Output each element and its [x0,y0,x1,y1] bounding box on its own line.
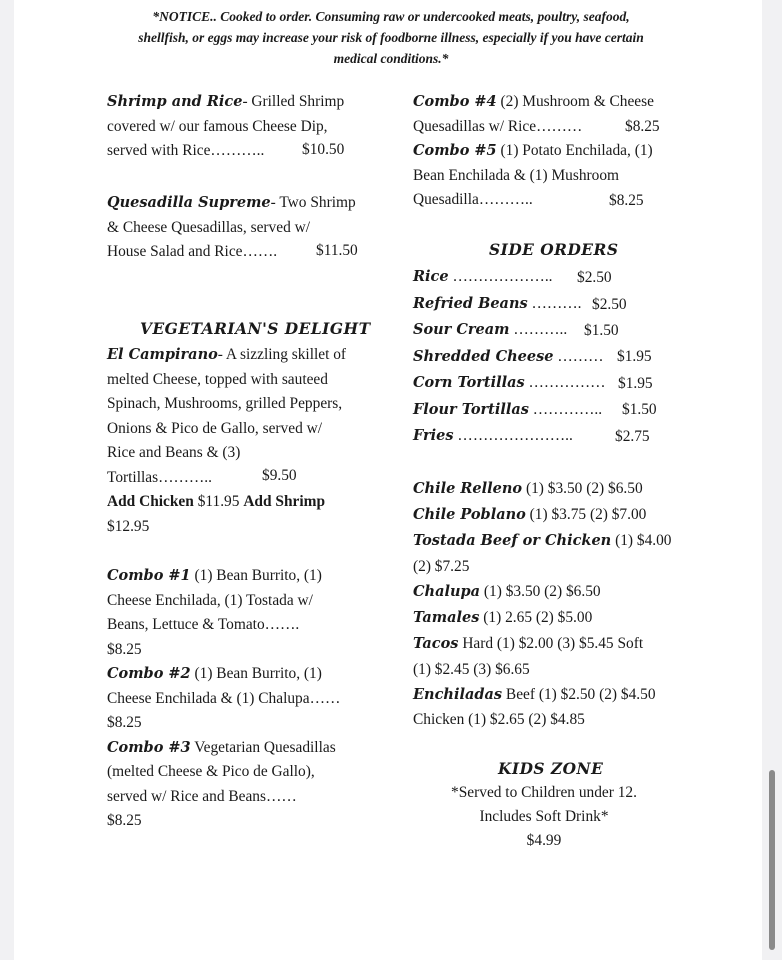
item-desc: Quesadilla……….. [413,191,533,208]
item-price: (1) $4.00 [611,532,672,549]
item-price: (2) $7.25 [413,558,470,575]
menu-item-combo-1 [107,564,340,834]
kids-line-2: Includes Soft Drink* [479,808,609,825]
item-desc: Rice and Beans & (3) [107,444,241,461]
side-dots: …………… [524,374,606,391]
side-dots: ………. [527,294,582,312]
side-name: Corn Tortillas [413,374,525,391]
notice-line-2: shellfish, or eggs may increase your risk of foodborne illness, especially if you have certain [138,30,644,45]
item-desc: (1) Potato Enchilada, (1) [496,142,653,159]
item-price: $8.25 [609,192,644,209]
item-desc: Beans, Lettuce & Tomato……. [107,616,300,633]
item-price: Hard (1) $2.00 (3) $5.45 Soft [458,635,644,652]
add-chicken-price: $11.95 [197,493,240,510]
item-price: $8.25 [625,118,660,135]
kids-line-1: *Served to Children under 12. [451,784,637,801]
item-name: Quesadilla Supreme [107,194,271,211]
item-desc: Tortillas……….. [107,468,212,486]
item-name: Combo #3 [107,738,191,756]
item-desc: Quesadillas w/ Rice……… [413,117,583,135]
add-shrimp-label: Add Shrimp [243,493,326,510]
side-name: Refried Beans [413,294,528,312]
side-price: $1.95 [618,375,653,392]
side-price: $2.50 [577,269,612,286]
item-name: Combo #5 [413,142,497,159]
item-name: Enchiladas [413,686,503,703]
item-price: (1) $2.45 (3) $6.65 [413,661,530,678]
item-desc: - A sizzling skillet of [217,346,347,363]
item-price: $9.50 [262,467,297,484]
item-price: (1) $3.50 (2) $6.50 [480,583,601,600]
item-name: Shrimp and Rice [107,93,243,110]
item-name: Combo #1 [107,567,191,584]
side-dots: ……………….. [448,268,553,285]
item-desc: - Two Shrimp [270,194,356,211]
side-price: $2.75 [615,428,650,445]
item-name: Chile Relleno [413,480,523,497]
item-desc: Bean Enchilada & (1) Mushroom [413,166,620,184]
side-dots: ……… [553,347,604,365]
item-price: $8.25 [107,640,142,658]
item-name: Tamales [413,609,480,626]
item-name: El Campirano [107,346,218,363]
item-name: Chile Poblano [413,506,526,523]
item-name: Combo #4 [413,93,497,110]
notice-line-3: medical conditions.* [333,51,449,66]
item-desc: melted Cheese, topped with sauteed [107,370,328,388]
section-heading-side-orders: SIDE ORDERS [489,241,619,259]
item-desc: (2) Mushroom & Cheese [496,93,654,110]
item-desc: - Grilled Shrimp [242,93,345,110]
side-dots: ………………….. [453,427,573,444]
a-la-carte-list [413,477,672,733]
side-name: Flour Tortillas [413,400,529,418]
add-shrimp-price: $12.95 [107,517,150,535]
item-desc: (1) Bean Burrito, (1) [190,567,322,584]
menu-item-el-campirano [107,343,346,539]
item-desc: Spinach, Mushrooms, grilled Peppers, [107,395,343,412]
side-price: $1.50 [584,322,619,339]
side-name: Fries [413,427,454,444]
item-desc: covered w/ our famous Cheese Dip, [107,117,328,135]
side-orders-list [413,265,605,451]
kids-price: $4.99 [526,832,562,849]
item-name: Combo #2 [107,665,191,682]
item-desc: served with Rice……….. [107,142,265,159]
item-name: Tostada Beef or Chicken [413,532,612,549]
item-price: (1) $3.75 (2) $7.00 [525,506,647,523]
side-dots: ……….. [509,321,568,338]
side-dots: ………….. [528,400,603,418]
item-price: Beef (1) $2.50 (2) $4.50 [502,686,656,703]
item-price: $8.25 [107,812,142,829]
side-price: $2.50 [592,296,627,313]
item-desc: Cheese Enchilada, (1) Tostada w/ [107,591,313,609]
item-desc: Cheese Enchilada & (1) Chalupa…… [107,689,341,707]
section-heading-kids-zone: KIDS ZONE [498,760,604,778]
section-heading-vegetarian: VEGETARIAN'S DELIGHT [140,320,371,338]
side-name: Sour Cream [413,321,510,338]
scrollbar-thumb[interactable] [769,770,775,950]
item-price: $8.25 [107,714,142,731]
item-desc: (1) Bean Burrito, (1) [190,665,322,682]
side-price: $1.95 [617,348,652,365]
item-price: (1) 2.65 (2) $5.00 [479,609,593,626]
item-desc: served w/ Rice and Beans…… [107,787,297,805]
side-name: Shredded Cheese [413,347,554,365]
item-desc: & Cheese Quesadillas, served w/ [107,218,311,236]
side-name: Rice [413,268,449,285]
item-desc: Onions & Pico de Gallo, served w/ [107,419,323,437]
item-name: Tacos [413,635,459,652]
item-price: (1) $3.50 (2) $6.50 [522,480,643,497]
side-price: $1.50 [622,401,657,418]
item-desc: (melted Cheese & Pico de Gallo), [107,763,315,780]
item-desc: Vegetarian Quesadillas [190,738,336,756]
item-price: $11.50 [316,242,358,259]
add-chicken-label: Add Chicken [107,493,194,510]
item-price: $10.50 [302,141,345,158]
item-desc: House Salad and Rice……. [107,243,278,260]
item-name: Chalupa [413,583,481,600]
notice [0,6,782,69]
item-price: Chicken (1) $2.65 (2) $4.85 [413,711,585,728]
notice-line-1: *NOTICE.. Cooked to order. Consuming raw or undercooked meats, poultry, seafood, [152,9,630,24]
